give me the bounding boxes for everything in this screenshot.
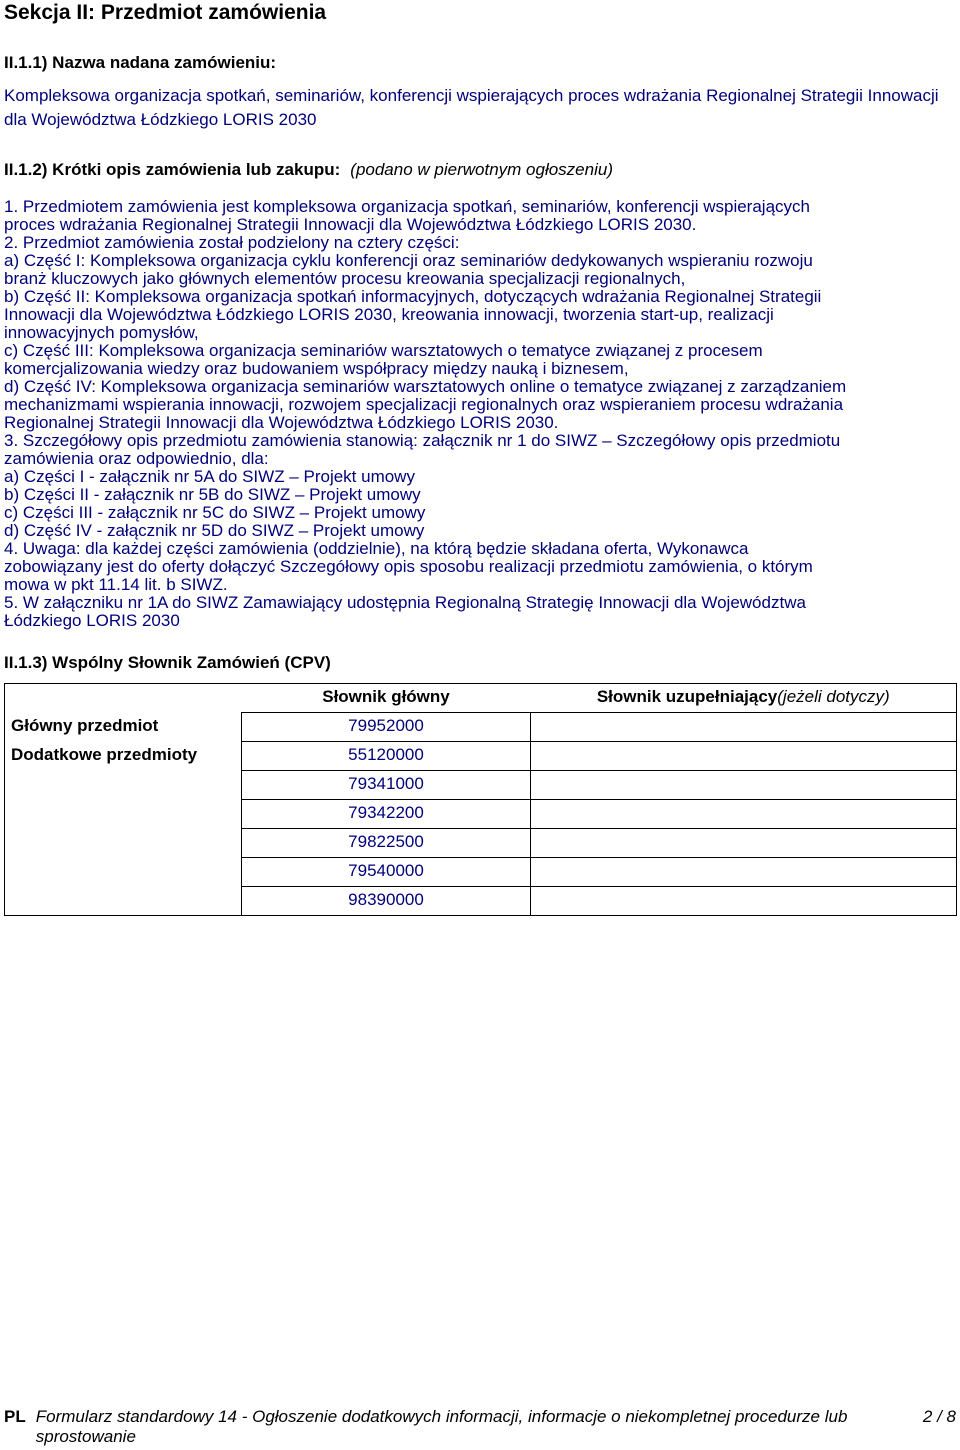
cpv-empty-label [5, 829, 242, 858]
cpv-additional-sup [531, 887, 957, 916]
description-line: komercjalizowania wiedzy oraz budowaniem współpracy między nauką i biznesem, [4, 359, 629, 378]
cpv-header-sup-note: (jeżeli dotyczy) [777, 687, 890, 706]
description-line: b) Części II - załącznik nr 5B do SIWZ – Projekt umowy [4, 485, 421, 504]
description-line: proces wdrażania Regionalnej Strategii Innowacji dla Województwa Łódzkiego LORIS 2030. [4, 215, 697, 234]
description-line: c) Części III - załącznik nr 5C do SIWZ – Projekt umowy [4, 503, 426, 522]
cpv-additional-code: 98390000 [242, 887, 531, 916]
cpv-empty-label [5, 887, 242, 916]
description-line: branż kluczowych jako głównych elementów procesu kreowania specjalizacji regionalnych, [4, 269, 686, 288]
cpv-add-row [5, 771, 957, 800]
description-line: Innowacji dla Województwa Łódzkiego LORIS 2030, kreowania innowacji, tworzenia start-up, realizacji [4, 305, 774, 324]
cpv-header-main: Słownik główny [322, 687, 450, 706]
cpv-additional-code: 79341000 [242, 771, 531, 800]
description-line: zobowiązany jest do oferty dołączyć Szczegółowy opis sposobu realizacji przedmiotu zamówienia, o którym [4, 557, 813, 576]
cpv-add-row [5, 858, 957, 887]
cpv-additional-code: 79342200 [242, 800, 531, 829]
desc-heading [4, 159, 613, 181]
description-line: b) Część II: Kompleksowa organizacja spotkań informacyjnych, dotyczących wdrażania Regionalnej Strategii [4, 287, 822, 306]
description-line: Regionalnej Strategii Innowacji dla Województwa Łódzkiego LORIS 2030. [4, 413, 559, 432]
cpv-additional-sup [531, 771, 957, 800]
description-block [4, 198, 956, 630]
cpv-additional-sup [531, 858, 957, 887]
description-line: 1. Przedmiotem zamówienia jest kompleksowa organizacja spotkań, seminariów, konferencji wspierających [4, 197, 810, 216]
description-line: a) Części I - załącznik nr 5A do SIWZ – Projekt umowy [4, 467, 415, 486]
description-line: 2. Przedmiot zamówienia został podzielony na cztery części: [4, 233, 460, 252]
cpv-additional-code: 79540000 [242, 858, 531, 887]
cpv-additional-label: Dodatkowe przedmioty [11, 744, 198, 764]
cpv-additional-code: 79822500 [242, 829, 531, 858]
cpv-additional-sup [531, 829, 957, 858]
description-line: zamówienia oraz odpowiednio, dla: [4, 449, 269, 468]
cpv-main-row [5, 713, 957, 742]
cpv-add-row [5, 829, 957, 858]
description-line: d) Część IV: Kompleksowa organizacja seminariów warsztatowych online o tematyce związanej z zarządzaniem [4, 377, 847, 396]
description-line: innowacyjnych pomysłów, [4, 323, 199, 342]
footer-form-name: Formularz standardowy 14 - Ogłoszenie dodatkowych informacji, informacje o niekompletnej procedurze lub sprostowanie [35, 1407, 848, 1446]
description-line: 4. Uwaga: dla każdej części zamówienia (oddzielnie), na którą będzie składana oferta, Wykonawca [4, 539, 749, 558]
cpv-header-empty [5, 684, 242, 713]
description-line: mechanizmami wspierania innowacji, rozwojem specjalizacji regionalnych oraz wspieraniem procesu wdrażania [4, 395, 844, 414]
desc-heading-note: (podano w pierwotnym ogłoszeniu) [350, 160, 613, 179]
cpv-main-sup [531, 713, 957, 742]
cpv-main-label: Główny przedmiot [11, 715, 159, 735]
cpv-header-sup-label: Słownik uzupełniający [596, 687, 778, 706]
name-heading: II.1.1) Nazwa nadana zamówieniu: [4, 53, 277, 72]
cpv-header-row [5, 684, 957, 713]
cpv-add-row [5, 887, 957, 916]
description-line: Łódzkiego LORIS 2030 [4, 611, 180, 630]
section-title: Sekcja II: Przedmiot zamówienia [4, 1, 327, 24]
description-line: 5. W załączniku nr 1A do SIWZ Zamawiający udostępnia Regionalną Strategię Innowacji dla Województwa [4, 593, 806, 612]
footer-page-number: 2 / 8 [922, 1407, 956, 1426]
cpv-main-code: 79952000 [242, 713, 531, 742]
cpv-header-sup [531, 684, 957, 713]
cpv-table [4, 683, 957, 916]
name-value: Kompleksowa organizacja spotkań, seminariów, konferencji wspierających proces wdrażania Regionalnej Strategii Innowacji dla Województwa Łódzkiego LORIS 2030 [4, 86, 939, 129]
cpv-empty-label [5, 800, 242, 829]
cpv-additional-sup [531, 800, 957, 829]
cpv-empty-label [5, 771, 242, 800]
description-line: a) Część I: Kompleksowa organizacja cyklu konferencji oraz seminariów dedykowanych wspieraniu rozwoju [4, 251, 813, 270]
description-line: c) Część III: Kompleksowa organizacja seminariów warsztatowych o tematyce związanej z procesem [4, 341, 763, 360]
cpv-additional-code: 55120000 [242, 742, 531, 771]
desc-heading-label: II.1.2) Krótki opis zamówienia lub zakupu: [4, 160, 341, 179]
cpv-additional-sup [531, 742, 957, 771]
cpv-heading: II.1.3) Wspólny Słownik Zamówień (CPV) [4, 653, 331, 672]
cpv-add-row [5, 742, 957, 771]
description-line: mowa w pkt 11.14 lit. b SIWZ. [4, 575, 228, 594]
cpv-empty-label [5, 858, 242, 887]
footer-lang: PL [4, 1407, 26, 1426]
cpv-add-row [5, 800, 957, 829]
description-line: 3. Szczegółowy opis przedmiotu zamówienia stanowią: załącznik nr 1 do SIWZ – Szczegółowy opis przedmiotu [4, 431, 841, 450]
page-footer [4, 1407, 956, 1447]
description-line: d) Część IV - załącznik nr 5D do SIWZ – Projekt umowy [4, 521, 425, 540]
